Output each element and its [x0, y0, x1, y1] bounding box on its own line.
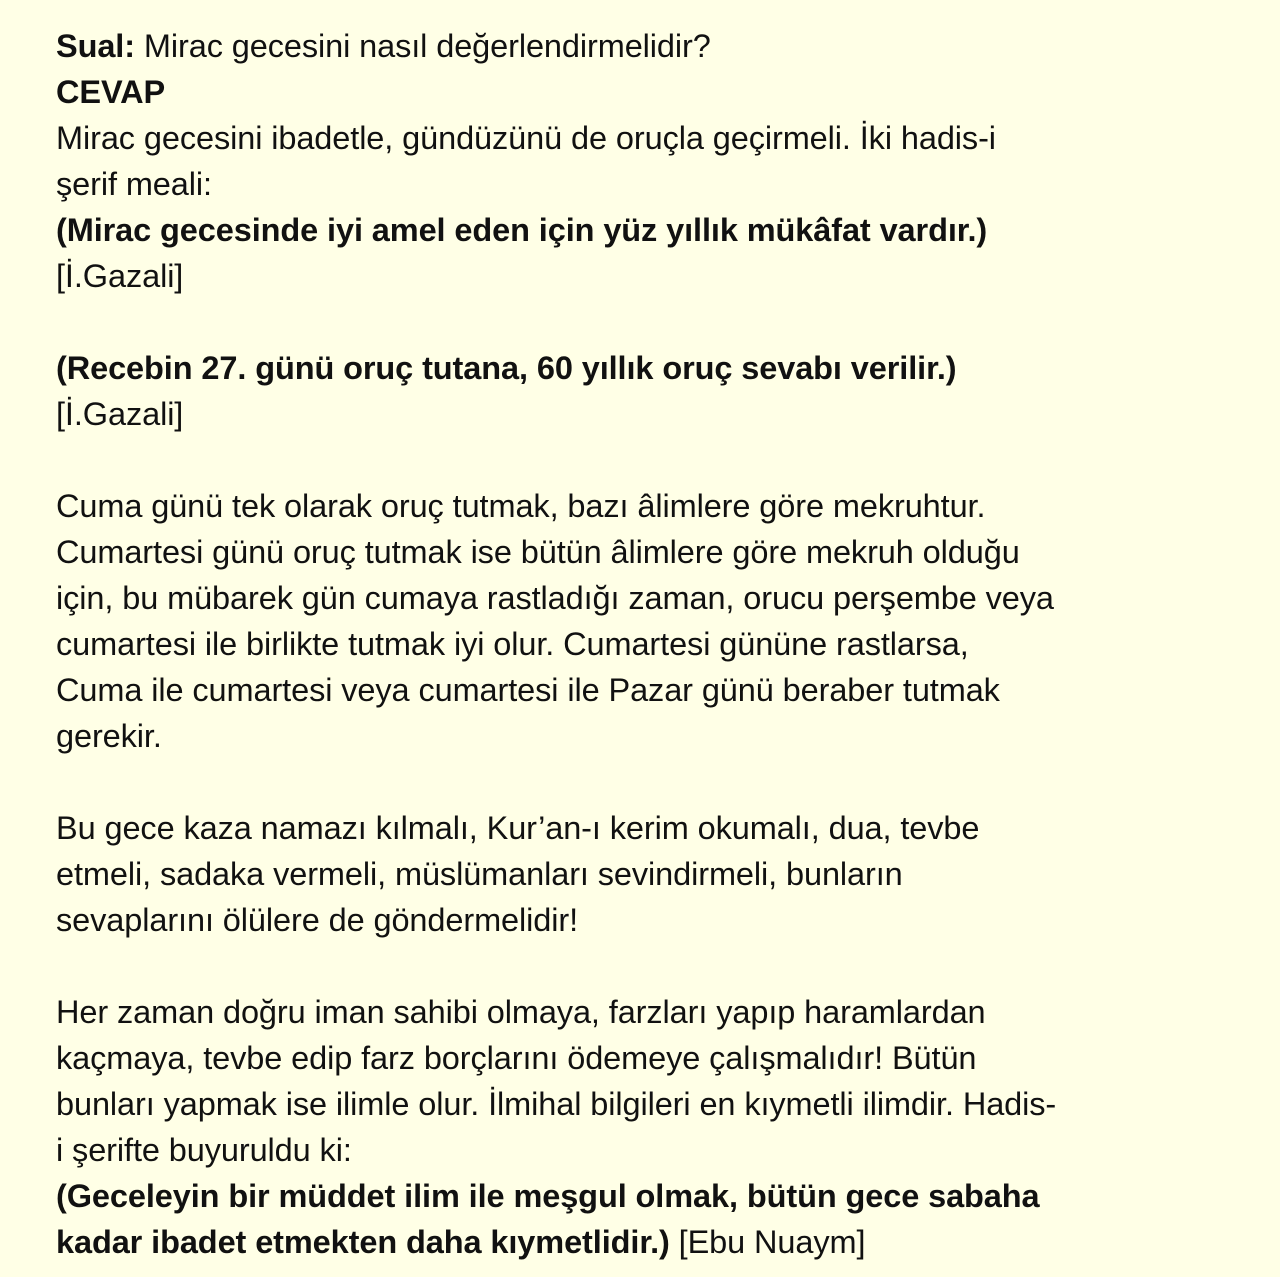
paragraph-line: Cuma ile cumartesi veya cumartesi ile Pazar günü beraber tutmak: [56, 672, 1000, 708]
question-label: Sual:: [56, 28, 135, 64]
paragraph-line: etmeli, sadaka vermeli, müslümanları sevindirmeli, bunların: [56, 856, 903, 892]
intro-line: şerif meali:: [56, 166, 212, 202]
question-line: [56, 23, 1240, 69]
paragraph-line: cumartesi ile birlikte tutmak iyi olur. Cumartesi gününe rastlarsa,: [56, 626, 969, 662]
hadith-quote-3: [56, 1173, 1240, 1265]
hadith-source: [İ.Gazali]: [56, 396, 184, 432]
hadith-line-with-source: [56, 1219, 1240, 1265]
intro-paragraph: [56, 115, 1240, 207]
spacer: [56, 299, 1240, 345]
hadith-text: (Recebin 27. günü oruç tutana, 60 yıllık oruç sevabı verilir.): [56, 350, 957, 386]
paragraph-line: gerekir.: [56, 718, 162, 754]
question-text: Mirac gecesini nasıl değerlendirmelidir?: [134, 28, 711, 64]
hadith-text: (Mirac gecesinde iyi amel eden için yüz yıllık mükâfat vardır.): [56, 212, 988, 248]
knowledge-paragraph: [56, 989, 1240, 1173]
spacer: [56, 437, 1240, 483]
paragraph-line: için, bu mübarek gün cumaya rastladığı zaman, orucu perşembe veya: [56, 580, 1054, 616]
hadith-text: (Geceleyin bir müddet ilim ile meşgul olmak, bütün gece sabaha: [56, 1178, 1040, 1214]
hadith-quote-1: [56, 207, 1240, 299]
paragraph-line: kaçmaya, tevbe edip farz borçlarını ödemeye çalışmalıdır! Bütün: [56, 1040, 977, 1076]
answer-heading: CEVAP: [56, 74, 166, 110]
worship-paragraph: [56, 805, 1240, 943]
hadith-source: [Ebu Nuaym]: [669, 1224, 866, 1260]
spacer: [56, 759, 1240, 805]
intro-line: Mirac gecesini ibadetle, gündüzünü de oruçla geçirmeli. İki hadis-i: [56, 120, 996, 156]
hadith-quote-2: [56, 345, 1240, 437]
hadith-text: kadar ibadet etmekten daha kıymetlidir.): [56, 1224, 670, 1260]
paragraph-line: Bu gece kaza namazı kılmalı, Kur’an-ı kerim okumalı, dua, tevbe: [56, 810, 980, 846]
paragraph-line: Her zaman doğru iman sahibi olmaya, farzları yapıp haramlardan: [56, 994, 986, 1030]
paragraph-line: i şerifte buyuruldu ki:: [56, 1132, 352, 1168]
paragraph-line: bunları yapmak ise ilimle olur. İlmihal bilgileri en kıymetli ilimdir. Hadis-: [56, 1086, 1057, 1122]
hadith-source: [İ.Gazali]: [56, 258, 184, 294]
paragraph-line: sevaplarını ölülere de göndermelidir!: [56, 902, 579, 938]
paragraph-line: Cuma günü tek olarak oruç tutmak, bazı âlimlere göre mekruhtur.: [56, 488, 986, 524]
fasting-paragraph: [56, 483, 1240, 759]
spacer: [56, 943, 1240, 989]
paragraph-line: Cumartesi günü oruç tutmak ise bütün âlimlere göre mekruh olduğu: [56, 534, 1020, 570]
